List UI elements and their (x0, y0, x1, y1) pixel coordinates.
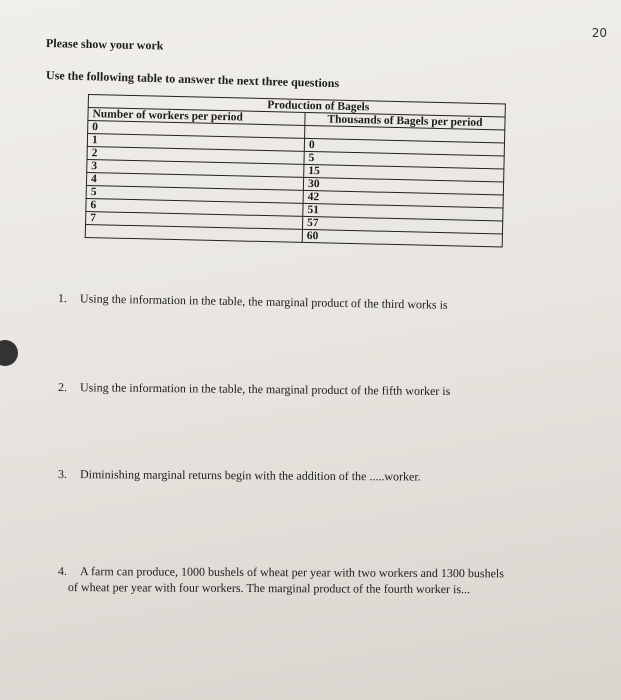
cell-workers: 5 (86, 185, 303, 203)
question-text: A farm can produce, 1000 bushels of wheat per year with two workers and 1300 bushels (80, 564, 504, 581)
cell-bagels: 15 (304, 164, 504, 182)
cell-workers: 1 (87, 134, 304, 152)
header-bagels: Thousands of Bagels per period (305, 112, 505, 130)
cell-workers: 2 (87, 146, 304, 164)
instruction-use-table: Use the following table to answer the next three questions (45, 68, 340, 91)
instruction-show-work: Please show your work (45, 36, 164, 53)
cell-workers: 6 (86, 198, 303, 216)
cell-bagels: 51 (303, 203, 503, 221)
cell-bagels: 30 (303, 177, 503, 195)
cell-bagels: 42 (303, 190, 503, 208)
cell-bagels: 5 (304, 151, 504, 169)
question-text-continued: of wheat per year with four workers. The marginal product of the fourth worker is... (67, 580, 471, 597)
question-2 (58, 379, 451, 399)
cell-workers: 7 (86, 211, 303, 229)
question-1 (58, 290, 448, 313)
header-workers: Number of workers per period (88, 108, 305, 126)
cell-bagels: 60 (302, 229, 502, 247)
table-caption-text: Production of Bagels (267, 99, 370, 114)
punch-hole (0, 340, 18, 366)
cell-workers: 4 (86, 172, 303, 190)
question-number: 1. (57, 291, 68, 306)
cell-bagels: 0 (304, 138, 504, 156)
question-text: Using the information in the table, the marginal product of the third works is (79, 291, 448, 312)
question-number: 4. (58, 564, 68, 579)
page-number: 20 (591, 26, 607, 40)
question-4 (58, 563, 578, 598)
question-text: Diminishing marginal returns begin with the addition of the .....worker. (79, 467, 421, 484)
cell-bagels: 57 (302, 216, 502, 234)
question-number: 3. (57, 467, 68, 482)
cell-workers: 0 (88, 121, 305, 139)
cell-workers: 3 (87, 159, 304, 177)
bagel-production-table (85, 94, 506, 247)
question-3 (58, 466, 421, 485)
question-number: 2. (57, 380, 68, 395)
question-text: Using the information in the table, the marginal product of the fifth worker is (79, 380, 451, 399)
